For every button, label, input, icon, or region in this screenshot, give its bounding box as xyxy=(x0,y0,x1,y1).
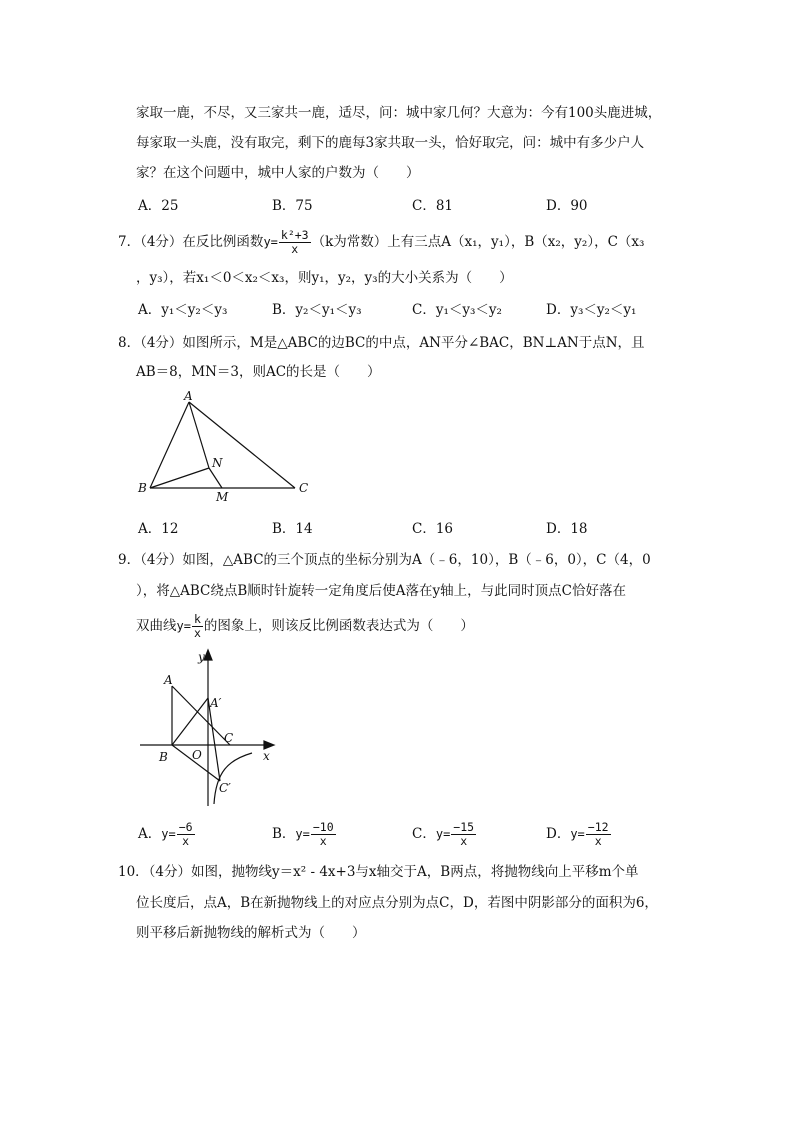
q9-option-d-y: y= xyxy=(570,827,585,841)
q8-line-1: 8．（4分）如图所示，M是△ABC的边BC的中点，AN平分∠BAC，BN⊥AN于点N，且 xyxy=(118,335,645,351)
q7-line-1 xyxy=(118,229,644,256)
q9-line3-prefix: 双曲线 xyxy=(136,618,177,634)
q9-label-c: C xyxy=(224,731,234,745)
q7-func-denominator: x xyxy=(291,242,299,256)
q9-option-c-fraction xyxy=(451,821,476,848)
q9-line-1: 9．（4分）如图，△ABC的三个顶点的坐标分别为A（﹣6，10），B（﹣6，0），C（4，0 xyxy=(118,552,651,568)
q9-label-a: A xyxy=(164,673,173,687)
q9-label-o: O xyxy=(192,748,202,762)
q8-label-c: C xyxy=(299,481,309,495)
q9-option-b-y: y= xyxy=(295,827,310,841)
q7-option-c[interactable]: C．y₁＜y₃＜y₂ xyxy=(412,302,502,318)
q9-line3-suffix: 的图象上，则该反比例函数表达式为（ ） xyxy=(203,618,474,634)
q8-segment-ab xyxy=(150,402,189,488)
q9-option-b-fraction xyxy=(311,821,336,848)
q9-option-c-y: y= xyxy=(435,827,451,841)
q9-option-d-numerator: −12 xyxy=(587,820,609,834)
q9-option-a-y: y= xyxy=(161,827,176,841)
q9-option-b-denominator: x xyxy=(319,834,327,848)
q8-label-a: A xyxy=(184,389,193,403)
q9-y-axis-arrow xyxy=(204,650,212,660)
q9-option-b[interactable] xyxy=(272,821,337,848)
q6-option-c[interactable]: C．81 xyxy=(412,198,454,214)
q8-segment-an xyxy=(189,402,209,468)
q8-option-c[interactable]: C．16 xyxy=(412,521,454,537)
q7-func-numerator: k²+3 xyxy=(280,228,309,242)
q8-segment-nm xyxy=(209,468,222,488)
q8-option-a[interactable]: A．12 xyxy=(138,521,179,537)
q9-option-a-letter: A． xyxy=(138,826,162,842)
q9-option-b-letter: B． xyxy=(272,826,296,842)
q9-line-2: ），将△ABC绕点B顺时针旋转一定角度后使A落在y轴上，与此同时顶点C恰好落在 xyxy=(136,583,627,599)
q9-option-a-denominator: x xyxy=(182,834,190,848)
q9-option-a-numerator: −6 xyxy=(178,820,193,834)
q6-option-d[interactable]: D．90 xyxy=(546,198,588,214)
q9-option-d[interactable] xyxy=(546,821,612,848)
q8-segment-ac xyxy=(189,402,295,488)
q7-prefix: 7．（4分）在反比例函数 xyxy=(118,234,264,250)
q9-coordinate-figure xyxy=(130,646,280,811)
q8-triangle-figure xyxy=(130,388,320,508)
q8-label-n: N xyxy=(212,456,223,470)
q9-segment-ac xyxy=(172,686,230,745)
q9-hyperbola-curve xyxy=(214,753,252,804)
q9-label-y: y xyxy=(198,650,205,664)
q9-segment-a-prime-c-prime xyxy=(208,698,220,781)
q9-option-a[interactable] xyxy=(138,821,196,848)
q8-option-d[interactable]: D．18 xyxy=(546,521,588,537)
q7-option-b[interactable]: B．y₂＜y₁＜y₃ xyxy=(272,302,362,318)
q6-line-2: 每家取一头鹿，没有取完，剩下的鹿每3家共取一头，恰好取完，问：城中有多少户人 xyxy=(136,135,645,151)
q8-label-m: M xyxy=(216,490,229,504)
q7-func-y: y= xyxy=(263,235,278,249)
q6-option-b[interactable]: B．75 xyxy=(272,198,313,214)
q9-line3-y: y= xyxy=(176,619,191,633)
q9-option-a-fraction xyxy=(177,821,195,848)
q9-option-c-denominator: x xyxy=(460,834,468,848)
q9-x-axis-arrow xyxy=(264,741,274,749)
q7-option-d[interactable]: D．y₃＜y₂＜y₁ xyxy=(546,302,637,318)
q6-line-1: 家取一鹿，不尽，又三家共一鹿，适尽，问：城中家几何？大意为：今有100头鹿进城， xyxy=(136,105,662,121)
q9-option-b-numerator: −10 xyxy=(312,820,334,834)
q9-option-c[interactable] xyxy=(412,821,477,848)
q9-line3-denominator: x xyxy=(193,626,201,640)
q6-option-a[interactable]: A．25 xyxy=(138,198,179,214)
q9-option-c-letter: C． xyxy=(412,826,436,842)
q7-points: A（x₁，y₁），B（x₂，y₂），C（x₃ xyxy=(441,234,645,250)
q8-option-b[interactable]: B．14 xyxy=(272,521,313,537)
q10-line-3: 则平移后新抛物线的解析式为（ ） xyxy=(136,925,366,941)
q9-line-3 xyxy=(136,613,474,640)
q6-line-3: 家？在这个问题中，城中人家的户数为（ ） xyxy=(136,165,420,181)
q7-after-func: （k为常数）上有三点 xyxy=(311,234,442,250)
q9-line3-numerator: k xyxy=(193,612,201,626)
q9-option-d-letter: D． xyxy=(546,826,571,842)
q8-label-b: B xyxy=(138,481,147,495)
q7-option-a[interactable]: A．y₁＜y₂＜y₃ xyxy=(138,302,228,318)
q8-segment-bn xyxy=(150,468,209,488)
q8-line-2: AB＝8，MN＝3，则AC的长是（ ） xyxy=(136,364,381,380)
q9-label-b: B xyxy=(159,750,168,764)
q9-option-d-fraction xyxy=(586,821,611,848)
q9-label-x: x xyxy=(263,749,270,763)
q9-hyperbola-fraction xyxy=(192,613,203,640)
q9-label-c-prime: C′ xyxy=(219,781,231,795)
q10-line-1: 10．（4分）如图，抛物线y＝x² - 4x+3与x轴交于A，B两点，将抛物线向上平移m个单 xyxy=(118,864,639,880)
q9-option-c-numerator: −15 xyxy=(453,820,475,834)
q9-label-a-prime: A′ xyxy=(210,696,222,710)
q10-line-2: 位长度后，点A，B在新抛物线上的对应点分别为点C，D，若图中阴影部分的面积为6， xyxy=(136,895,658,911)
q9-option-d-denominator: x xyxy=(594,834,602,848)
q7-function-fraction xyxy=(279,229,311,256)
q7-line-2: ，y₃），若x₁＜0＜x₂＜x₃，则y₁，y₂，y₃的大小关系为（ ） xyxy=(136,270,513,286)
